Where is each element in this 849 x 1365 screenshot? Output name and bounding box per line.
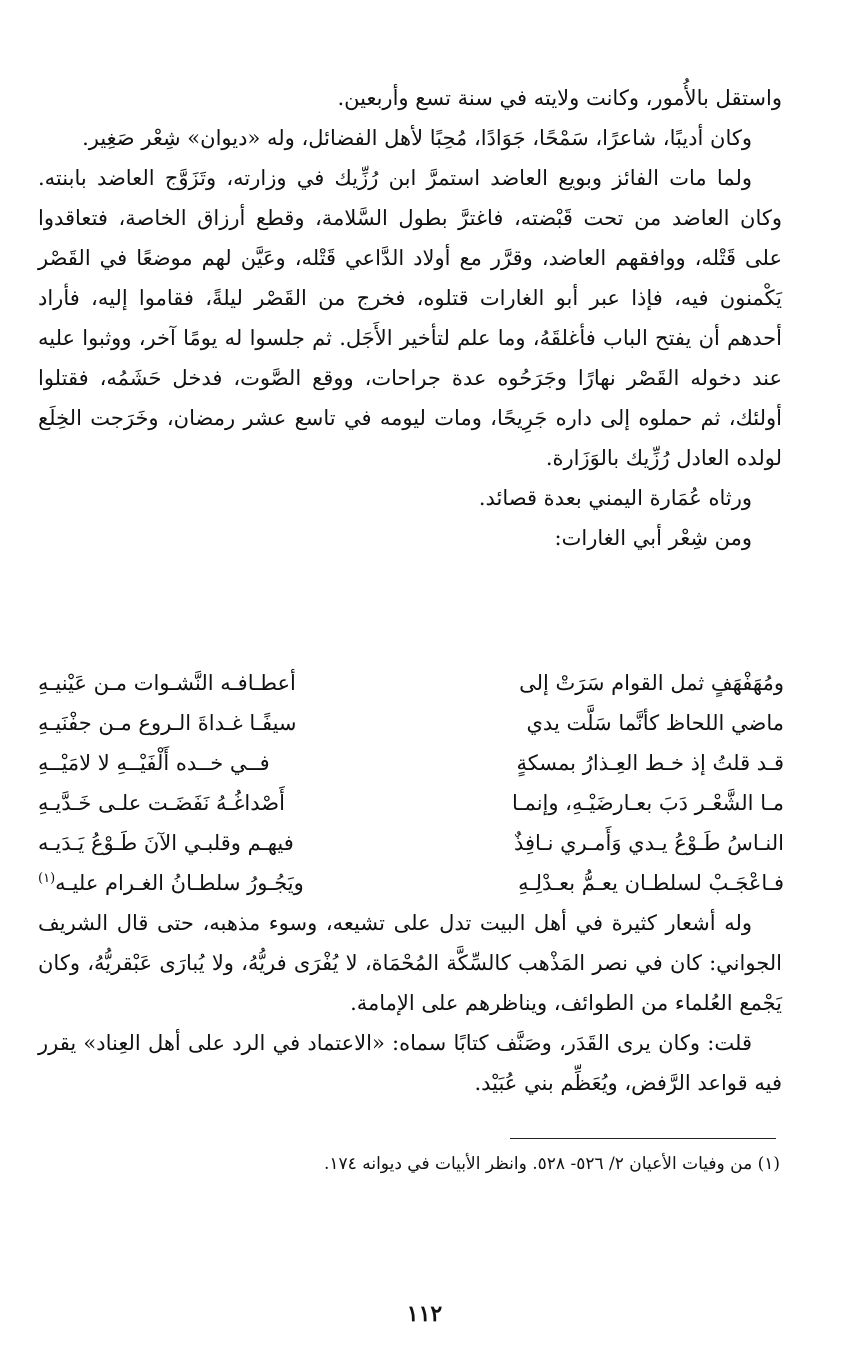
paragraph: وله أشعار كثيرة في أهل البيت تدل على تشيعه، وسوء مذهبه، حتى قال الشريف الجواني: كان في نصر المَذْهب كالسِّكَّة المُحْمَاة، لا يُفْرَى فريُّهُ، ولا يُبارَى عَبْقريُّهُ، وكان يَجْمع العُلماء من الطوائف، ويناظرهم على الإمامة. (38, 911, 782, 1015)
paragraph: واستقل بالأُمور، وكانت ولايته في سنة تسع وأربعين. (337, 86, 782, 110)
verse-first-hemistich: ماضي اللحاظ كأنَّما سَلَّت يدي (526, 711, 784, 735)
paragraph: ورثاه عُمَارة اليمني بعدة قصائد. (478, 486, 752, 510)
paragraph: ومن شِعْر أبي الغارات: (554, 526, 752, 550)
verse-second-hemistich: أعطـافـه النَّشـوات مـن عَيْنيـهِ (38, 671, 296, 695)
paragraph: ولما مات الفائز وبويع العاضد استمرَّ ابن رُزِّيك في وزارته، وتَزَوَّج العاضد بابنته. وكان العاضد من تحت قَبْضته، فاغترَّ بطول السَّلامة، وقطع أرزاق الخاصة، فتعاقدوا على قَتْله، ووافقهم العاضد، وقرَّر مع أولاد الدَّاعي قَتْله، وعَيَّن لهم موضعًا في القَصْر يَكْمنون فيه، فإذا عبر أبو الغارات قتلوه، فخرج من القَصْر ليلةً، فقاموا إليه، فأراد أحدهم أن يفتح الباب فأغلقَهُ، وما علم لتأخير الأَجَل. ثم جلسوا له يومًا آخر، ووثبوا عليه عند دخوله القَصْر نهارًا وجَرَحُوه عدة جراحات، ووقع الصَّوت، فدخل حَشَمُه، فقتلوا أولئك، ثم حملوه إلى داره جَرِيحًا، ومات ليومه في تاسع عشر رمضان، وخَرَجت الخِلَع لولده العادل رُزِّيك بالوَزَارة. (38, 166, 782, 470)
main-text-top (38, 78, 782, 558)
poem-verse (38, 663, 784, 703)
verse-first-hemistich: ومُهَفْهَفٍ ثمل القوام سَرَتْ إلى (519, 671, 784, 695)
main-text-bottom (38, 903, 782, 1103)
verse-first-hemistich: النـاسُ طَـوْعُ يـدي وَأَمـري نـافِذٌ (513, 831, 784, 855)
footnote: (١) من وفيات الأعيان ٢/ ٥٢٦- ٥٢٨. وانظر الأبيات في ديوانه ١٧٤. (324, 1154, 780, 1174)
poem-verse (38, 863, 784, 903)
verse-second-hemistich: فــي خــده أَلْفَيْــهِ لا لامَيْــهِ (38, 751, 270, 775)
verse-first-hemistich: فـاعْجَـبْ لسلطـان يعـمُّ بعـدْلِـهِ (518, 871, 784, 895)
verse-second-hemistich-text: ويَجُـورُ سلطـانُ الغـرام عليـه (55, 871, 304, 895)
verse-first-hemistich: مـا الشَّعْـر دَبَ بعـارضَيْـهِ، وإنمـا (512, 791, 784, 815)
poem-verse (38, 783, 784, 823)
poem (38, 663, 784, 903)
poem-verse (38, 743, 784, 783)
verse-second-hemistich: سيفًـا غـداةَ الـروع مـن جفْنَيـهِ (38, 711, 297, 735)
footnote-reference[interactable]: (١) (38, 871, 56, 886)
verse-first-hemistich: قـد قلتُ إذ خـط العِـذارُ بمسكةٍ (516, 751, 784, 775)
verse-second-hemistich: أَصْداغُـهُ نَفَضَـت علـى خَـدَّيـهِ (38, 791, 285, 815)
page-number: ١١٢ (406, 1301, 443, 1327)
verse-second-hemistich: فيهـم وقلبـي الآنَ طَـوْعُ يَـدَيـه (38, 831, 294, 855)
verse-second-hemistich-with-footnote (38, 863, 390, 903)
footnote-divider (510, 1138, 776, 1139)
poem-verse (38, 703, 784, 743)
paragraph: قلت: وكان يرى القَدَر، وصَنَّف كتابًا سماه: «الاعتماد في الرد على أهل العِناد» يقرر فيه قواعد الرَّفض، ويُعَظِّم بني عُبَيْد. (38, 1031, 782, 1095)
poem-verse (38, 823, 784, 863)
paragraph: وكان أديبًا، شاعرًا، سَمْحًا، جَوَادًا، مُحِبًا لأهل الفضائل، وله «ديوان» شِعْر صَغِير. (82, 126, 752, 150)
